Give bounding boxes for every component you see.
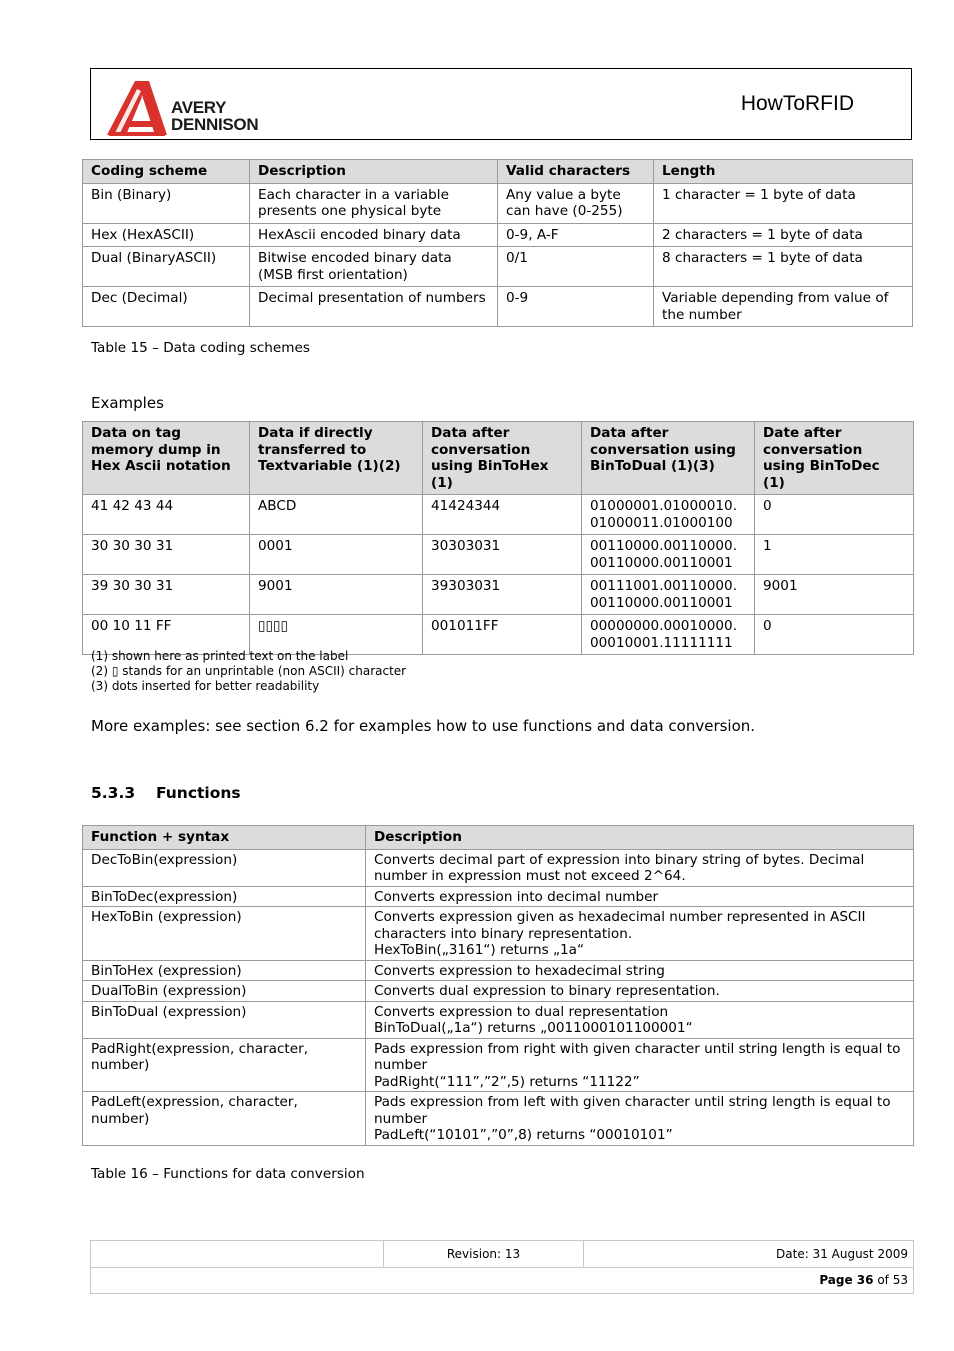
table-cell: 30303031 bbox=[423, 535, 582, 575]
table-cell: HexAscii encoded binary data bbox=[250, 223, 498, 247]
table-row bbox=[83, 907, 914, 961]
table-cell: 001011FF bbox=[423, 615, 582, 655]
table-cell: 00 10 11 FF bbox=[83, 615, 250, 655]
footnote: (1) shown here as printed text on the label bbox=[91, 649, 349, 663]
table-cell: 9001 bbox=[755, 575, 914, 615]
table-row bbox=[83, 575, 914, 615]
table-row bbox=[83, 535, 914, 575]
table-cell: Bitwise encoded binary data (MSB first orientation) bbox=[250, 247, 498, 287]
avery-dennison-logo bbox=[105, 79, 275, 137]
page-number bbox=[91, 1268, 914, 1294]
page-footer bbox=[90, 1240, 914, 1294]
column-header: Description bbox=[250, 160, 498, 184]
table-cell: 00111001.00110000. 00110000.00110001 bbox=[582, 575, 755, 615]
table-cell: Each character in a variable presents one physical byte bbox=[250, 183, 498, 223]
table-cell: BinToDec(expression) bbox=[83, 886, 366, 907]
table-cell: ▯▯▯▯ bbox=[250, 615, 423, 655]
table-cell: BinToDual (expression) bbox=[83, 1001, 366, 1038]
table-cell: 41 42 43 44 bbox=[83, 495, 250, 535]
table-row bbox=[83, 849, 914, 886]
table-cell: Converts expression given as hexadecimal number represented in ASCII characters into binary representation. HexToBin(„3161“) returns „1a“ bbox=[366, 907, 914, 961]
table-cell: 00000000.00010000. 00010001.11111111 bbox=[582, 615, 755, 655]
coding-schemes-table bbox=[82, 159, 913, 327]
footnote: (3) dots inserted for better readability bbox=[91, 679, 320, 693]
brand-line-1: AVERY bbox=[171, 98, 227, 117]
table-cell: 39 30 30 31 bbox=[83, 575, 250, 615]
column-header: Data after conversation using BinToDual (1)(3) bbox=[582, 422, 755, 495]
column-header: Valid characters bbox=[498, 160, 654, 184]
table-cell: Decimal presentation of numbers bbox=[250, 287, 498, 327]
table-cell: 8 characters = 1 byte of data bbox=[654, 247, 913, 287]
table-row bbox=[83, 287, 913, 327]
table-header-row bbox=[83, 422, 914, 495]
table-cell: 9001 bbox=[250, 575, 423, 615]
table-row bbox=[83, 886, 914, 907]
table-cell: Converts expression to hexadecimal string bbox=[366, 960, 914, 981]
table-cell: ABCD bbox=[250, 495, 423, 535]
table-row bbox=[83, 1038, 914, 1092]
table-cell: DualToBin (expression) bbox=[83, 981, 366, 1002]
section-heading bbox=[91, 784, 241, 802]
table-cell: PadRight(expression, character, number) bbox=[83, 1038, 366, 1092]
footnotes bbox=[91, 649, 406, 694]
table-caption: Table 15 – Data coding schemes bbox=[91, 340, 310, 356]
table-cell: 0/1 bbox=[498, 247, 654, 287]
table-header-row bbox=[83, 826, 914, 850]
table-cell: 01000001.01000010. 01000011.01000100 bbox=[582, 495, 755, 535]
column-header: Function + syntax bbox=[83, 826, 366, 850]
page-label: Page 36 bbox=[819, 1273, 874, 1287]
table-cell: Pads expression from left with given character until string length is equal to number PadLeft(“10101”,”0”,8) returns “00010101” bbox=[366, 1092, 914, 1146]
table-cell: 41424344 bbox=[423, 495, 582, 535]
table-cell: 1 bbox=[755, 535, 914, 575]
table-cell: Bin (Binary) bbox=[83, 183, 250, 223]
table-row bbox=[83, 981, 914, 1002]
brand-line-2: DENNISON bbox=[171, 115, 259, 134]
table-cell: Dual (BinaryASCII) bbox=[83, 247, 250, 287]
table-cell: 0-9, A-F bbox=[498, 223, 654, 247]
table-cell: Dec (Decimal) bbox=[83, 287, 250, 327]
page-header bbox=[90, 68, 912, 140]
table-cell: BinToHex (expression) bbox=[83, 960, 366, 981]
table-row bbox=[83, 960, 914, 981]
footnote: (2) ▯ stands for an unprintable (non ASCII) character bbox=[91, 664, 407, 678]
examples-heading: Examples bbox=[91, 394, 164, 412]
table-row bbox=[83, 495, 914, 535]
column-header: Description bbox=[366, 826, 914, 850]
table-cell: 00110000.00110000. 00110000.00110001 bbox=[582, 535, 755, 575]
table-row bbox=[83, 1092, 914, 1146]
table-cell: PadLeft(expression, character, number) bbox=[83, 1092, 366, 1146]
table-cell: 2 characters = 1 byte of data bbox=[654, 223, 913, 247]
column-header: Data if directly transferred to Textvariable (1)(2) bbox=[250, 422, 423, 495]
column-header: Coding scheme bbox=[83, 160, 250, 184]
table-cell: 30 30 30 31 bbox=[83, 535, 250, 575]
table-cell: Converts expression to dual representation BinToDual(„1a“) returns „0011000101100001“ bbox=[366, 1001, 914, 1038]
table-cell: Any value a byte can have (0-255) bbox=[498, 183, 654, 223]
table-cell: 0 bbox=[755, 615, 914, 655]
page-of: of 53 bbox=[877, 1273, 908, 1287]
table-cell: 1 character = 1 byte of data bbox=[654, 183, 913, 223]
table-caption: Table 16 – Functions for data conversion bbox=[91, 1166, 365, 1182]
column-header: Data after conversation using BinToHex (1) bbox=[423, 422, 582, 495]
table-cell: Converts dual expression to binary representation. bbox=[366, 981, 914, 1002]
table-row bbox=[83, 183, 913, 223]
examples-table bbox=[82, 421, 914, 655]
document-title: HowToRFID bbox=[740, 92, 854, 115]
section-title: Functions bbox=[155, 784, 241, 802]
table-cell: 0001 bbox=[250, 535, 423, 575]
table-cell: HexToBin (expression) bbox=[83, 907, 366, 961]
column-header: Data on tag memory dump in Hex Ascii notation bbox=[83, 422, 250, 495]
table-cell: Hex (HexASCII) bbox=[83, 223, 250, 247]
revision-label: Revision: 13 bbox=[384, 1241, 584, 1268]
table-header-row bbox=[83, 160, 913, 184]
table-cell: Pads expression from right with given character until string length is equal to number PadRight(“111”,”2”,5) returns “11122” bbox=[366, 1038, 914, 1092]
table-cell: 0 bbox=[755, 495, 914, 535]
table-row bbox=[83, 247, 913, 287]
table-cell: 39303031 bbox=[423, 575, 582, 615]
column-header: Date after conversation using BinToDec (1) bbox=[755, 422, 914, 495]
functions-table bbox=[82, 825, 914, 1146]
more-examples-text: More examples: see section 6.2 for examples how to use functions and data conversion. bbox=[91, 717, 756, 735]
table-cell: Variable depending from value of the number bbox=[654, 287, 913, 327]
section-number: 5.3.3 bbox=[91, 784, 136, 802]
table-cell: Converts decimal part of expression into binary string of bytes. Decimal number in expression must not exceed 2^64. bbox=[366, 849, 914, 886]
table-cell: DecToBin(expression) bbox=[83, 849, 366, 886]
table-cell: Converts expression into decimal number bbox=[366, 886, 914, 907]
table-row bbox=[83, 1001, 914, 1038]
date-label: Date: 31 August 2009 bbox=[584, 1241, 914, 1268]
table-row bbox=[83, 223, 913, 247]
table-cell: 0-9 bbox=[498, 287, 654, 327]
footer-cell bbox=[91, 1241, 384, 1268]
column-header: Length bbox=[654, 160, 913, 184]
